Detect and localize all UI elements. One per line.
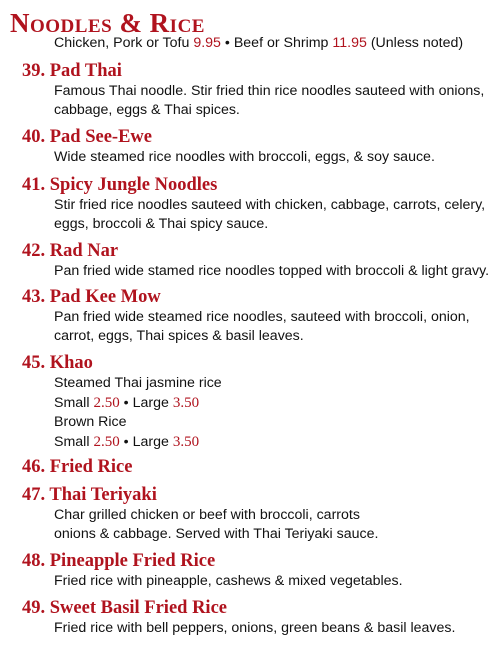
price-separator: • — [123, 394, 129, 411]
pricing-base: Chicken, Pork or Tofu — [54, 35, 190, 51]
item-name: 46. Fried Rice — [22, 457, 133, 477]
item-description: Famous Thai noodle. Stir fried thin rice noodles sauteed with onions, cabbage, eggs & Thai spices. — [54, 83, 485, 118]
item-description: Pan fried wide steamed rice noodles, sauteed with broccoli, onion, carrot, eggs, Thai spices & basil leaves. — [54, 309, 470, 344]
item-description: Stir fried rice noodles sauteed with chicken, cabbage, carrots, celery, eggs, broccoli & Thai spicy sauce. — [54, 197, 486, 232]
menu-item-rad-nar — [22, 240, 492, 281]
pricing-upgrade-price: 11.95 — [332, 35, 367, 51]
price-large: 3.50 — [172, 394, 200, 411]
menu-item-thai-teriyaki — [22, 484, 492, 543]
menu-item-fried-rice — [22, 456, 492, 478]
size-small: Small — [54, 394, 90, 411]
menu-item-khao — [22, 352, 492, 452]
item-description: Pan fried wide stamed rice noodles topped with broccoli & light gravy. — [54, 263, 490, 279]
khao-option-label: Steamed Thai jasmine rice — [54, 375, 222, 391]
item-name: 40. Pad See-Ewe — [22, 127, 152, 147]
item-name: 42. Rad Nar — [22, 241, 119, 261]
section-title: Noodles & Rice — [10, 8, 205, 38]
size-small: Small — [54, 433, 90, 450]
price-separator: • — [123, 433, 129, 450]
pricing-separator: • — [224, 35, 230, 51]
khao-option-label: Brown Rice — [54, 414, 127, 430]
menu-item-spicy-jungle-noodles — [22, 174, 492, 233]
item-name: 45. Khao — [22, 353, 93, 373]
menu-item-sweet-basil-fried-rice — [22, 597, 492, 638]
item-name: 39. Pad Thai — [22, 61, 122, 81]
item-description: Fried rice with pineapple, cashews & mixed vegetables. — [54, 573, 403, 589]
item-name: 49. Sweet Basil Fried Rice — [22, 598, 227, 618]
item-name: 43. Pad Kee Mow — [22, 287, 161, 307]
size-large: Large — [132, 433, 169, 450]
menu-item-pad-see-ewe — [22, 126, 492, 167]
item-name: 47. Thai Teriyaki — [22, 485, 157, 505]
item-name: 41. Spicy Jungle Noodles — [22, 175, 218, 195]
price-small: 2.50 — [93, 433, 120, 450]
size-large: Large — [132, 394, 169, 411]
khao-option-prices — [54, 433, 492, 453]
menu-item-pad-thai — [22, 60, 492, 119]
pricing-note: (Unless noted) — [370, 35, 464, 51]
khao-option-prices — [54, 394, 492, 414]
pricing-upgrade: Beef or Shrimp — [233, 35, 329, 51]
price-small: 2.50 — [93, 394, 120, 411]
item-description: Wide steamed rice noodles with broccoli, eggs, & soy sauce. — [54, 149, 435, 165]
menu-item-pineapple-fried-rice — [22, 550, 492, 591]
item-description: Char grilled chicken or beef with broccoli, carrots onions & cabbage. Served with Thai Teriyaki sauce. — [54, 507, 379, 542]
item-name: 48. Pineapple Fried Rice — [22, 551, 216, 571]
pricing-base-price: 9.95 — [193, 35, 221, 51]
section-pricing — [54, 34, 463, 53]
menu-item-pad-kee-mow — [22, 286, 492, 345]
price-large: 3.50 — [172, 433, 200, 450]
item-description: Fried rice with bell peppers, onions, green beans & basil leaves. — [54, 620, 456, 636]
